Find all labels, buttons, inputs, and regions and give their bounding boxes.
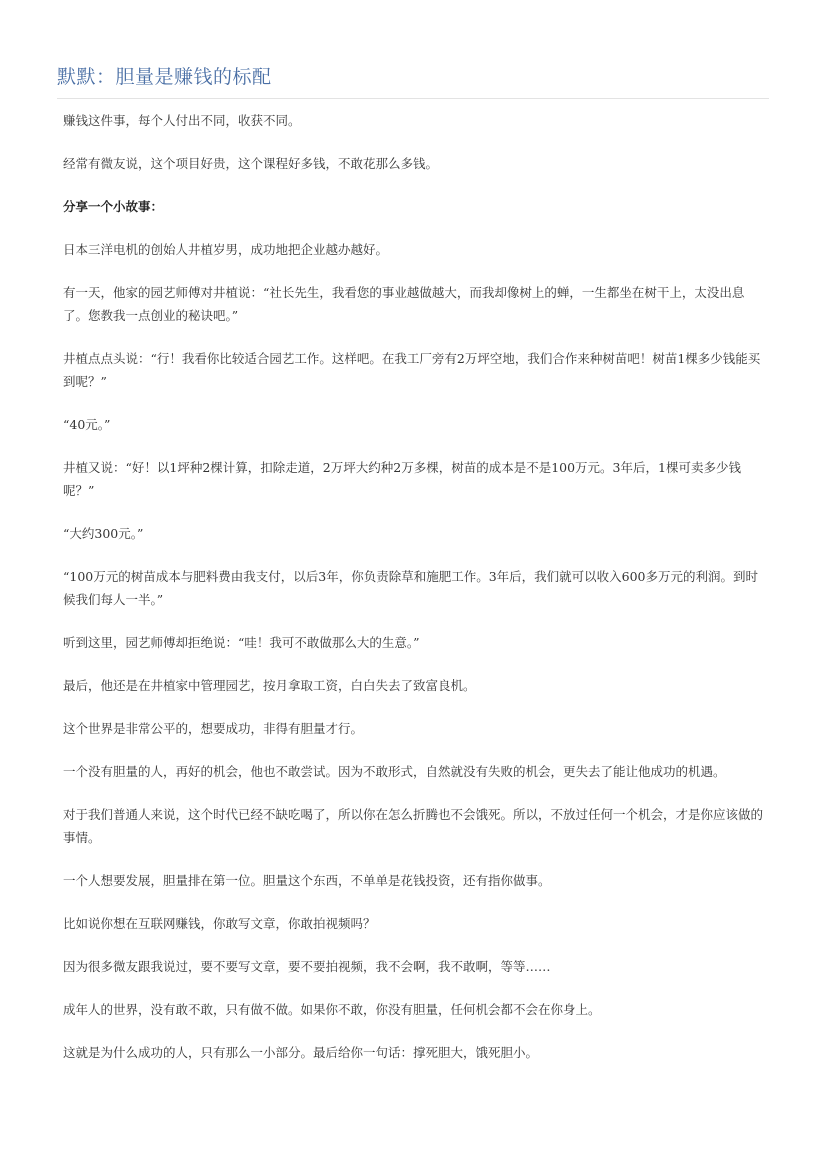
paragraph-spacer bbox=[63, 261, 767, 280]
paragraph: 井植点点头说：“行！我看你比较适合园艺工作。这样吧。在我工厂旁有2万坪空地，我们合作来种树苗吧！树苗1棵多少钱能买到呢？” bbox=[63, 351, 761, 389]
paragraph-spacer bbox=[63, 697, 767, 716]
paragraph: “100万元的树苗成本与肥料费由我支付，以后3年，你负责除草和施肥工作。3年后，我们就可以收入600多万元的利润。到时候我们每人一半。” bbox=[63, 569, 759, 607]
title-divider bbox=[57, 98, 769, 99]
paragraph: 最后，他还是在井植家中管理园艺，按月拿取工资，白白失去了致富良机。 bbox=[63, 678, 476, 693]
paragraph: 赚钱这件事，每个人付出不同，收获不同。 bbox=[63, 113, 301, 128]
section-heading: 分享一个小故事： bbox=[63, 199, 164, 214]
paragraph: 经常有微友说，这个项目好贵，这个课程好多钱，不敢花那么多钱。 bbox=[63, 156, 439, 171]
paragraph-spacer bbox=[63, 654, 767, 673]
paragraph: “40元。” bbox=[63, 417, 111, 432]
paragraph: 一个人想要发展，胆量排在第一位。胆量这个东西，不单单是花钱投资，还有指你做事。 bbox=[63, 873, 551, 888]
paragraph: 对于我们普通人来说，这个时代已经不缺吃喝了，所以你在怎么折腾也不会饿死。所以，不放过任何一个机会，才是你应该做的事情。 bbox=[63, 807, 764, 845]
paragraph-spacer bbox=[63, 783, 767, 802]
paragraph-spacer bbox=[63, 892, 767, 911]
paragraph-spacer bbox=[63, 545, 767, 564]
paragraph: 成年人的世界，没有敢不敢，只有做不做。如果你不敢，你没有胆量，任何机会都不会在你身上。 bbox=[63, 1002, 601, 1017]
article-title: 默默：胆量是赚钱的标配 bbox=[57, 66, 272, 88]
paragraph-spacer bbox=[63, 132, 767, 151]
paragraph-spacer bbox=[63, 611, 767, 630]
paragraph-spacer bbox=[63, 393, 767, 412]
paragraph-spacer bbox=[63, 502, 767, 521]
paragraph: 井植又说：“好！以1坪种2棵计算，扣除走道，2万坪大约种2万多棵，树苗的成本是不是100万元。3年后，1棵可卖多少钱呢？” bbox=[63, 460, 741, 498]
paragraph-spacer bbox=[63, 935, 767, 954]
paragraph: 日本三洋电机的创始人井植岁男，成功地把企业越办越好。 bbox=[63, 242, 389, 257]
paragraph-spacer bbox=[63, 327, 767, 346]
paragraph-spacer bbox=[63, 1021, 767, 1040]
paragraph-spacer bbox=[63, 175, 767, 194]
article-body bbox=[63, 108, 767, 1064]
paragraph: 一个没有胆量的人，再好的机会，他也不敢尝试。因为不敢形式，自然就没有失败的机会，更失去了能让他成功的机遇。 bbox=[63, 764, 726, 779]
paragraph-spacer bbox=[63, 436, 767, 455]
paragraph: 比如说你想在互联网赚钱，你敢写文章，你敢拍视频吗？ bbox=[63, 916, 376, 931]
paragraph: 有一天，他家的园艺师傅对井植说：“社长先生，我看您的事业越做越大，而我却像树上的蝉，一生都坐在树干上，太没出息了。您教我一点创业的秘诀吧。” bbox=[63, 285, 745, 323]
paragraph-spacer bbox=[63, 740, 767, 759]
paragraph-spacer bbox=[63, 978, 767, 997]
paragraph: “大约300元。” bbox=[63, 526, 144, 541]
paragraph-spacer bbox=[63, 218, 767, 237]
paragraph: 因为很多微友跟我说过，要不要写文章，要不要拍视频，我不会啊，我不敢啊，等等…… bbox=[63, 959, 551, 974]
paragraph: 这就是为什么成功的人，只有那么一小部分。最后给你一句话：撑死胆大，饿死胆小。 bbox=[63, 1045, 539, 1060]
paragraph-spacer bbox=[63, 849, 767, 868]
paragraph: 这个世界是非常公平的，想要成功，非得有胆量才行。 bbox=[63, 721, 364, 736]
paragraph: 听到这里，园艺师傅却拒绝说：“哇！我可不敢做那么大的生意。” bbox=[63, 635, 420, 650]
